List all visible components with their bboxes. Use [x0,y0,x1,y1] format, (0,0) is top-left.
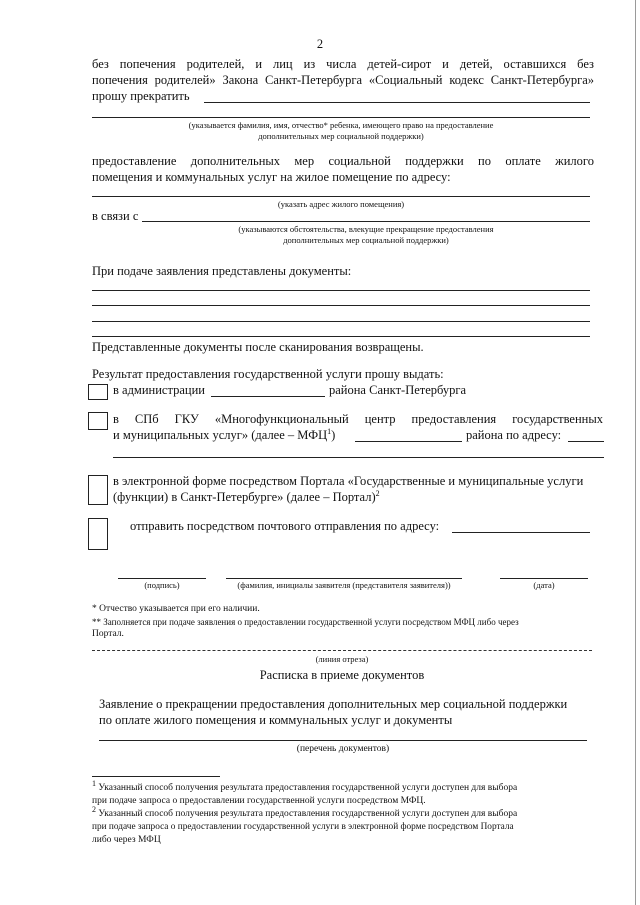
footnote-ref-2: 2 [375,488,380,498]
note-mfc-line-1: ** Заполняется при подаче заявления о предоставлении государственной услуги посредством МФЦ либо через [92,617,519,627]
documents-label: При подаче заявления представлены документы: [92,264,352,278]
option-portal-line-1: в электронной форме посредством Портала «Государственные и муниципальные услуги [113,474,584,488]
footnote-separator [92,776,220,777]
applicant-name-field-line[interactable] [226,578,462,579]
hint-signature: (подпись) [144,580,180,590]
footnote-2-line-1: $^2$ Указанный способ получения результата предоставления государственной услуги доступен для выбора [92,804,518,819]
footnote-ref-1: 1 [327,426,332,436]
footnote-1-line-2: при подаче запроса о предоставлении государственной услуги посредством МФЦ. [92,796,426,806]
reason-label: в связи с [92,209,139,223]
signature-field-line[interactable] [118,578,206,579]
option-administration-a: в администрации [113,383,205,397]
page-number: 2 [316,37,324,51]
district-field-line[interactable] [211,396,325,397]
child-name-field-line-2[interactable] [92,117,590,118]
hint-reason-1: (указываются обстоятельства, влекущие прекращение предоставления [238,224,494,234]
footnote-2-line-2: при подаче запроса о предоставлении государственной услуги в электронной форме посредством Портала [92,822,514,832]
option-mail: отправить посредством почтового отправления по адресу: [130,519,440,533]
documents-line-3[interactable] [92,321,590,322]
option-administration-b: района Санкт-Петербурга [329,383,467,397]
mfc-address-field-line-2[interactable] [113,457,604,458]
option-portal-line-2: (функции) в Санкт-Петербурге» (далее – Портал)$^2$ [113,488,380,504]
result-title: Результат предоставления государственной услуги прошу выдать: [92,367,444,381]
hint-child-1: (указывается фамилия, имя, отчество* ребенка, имеющего право на предоставление [188,120,494,130]
option-mfc-line-2-tail: района по адресу: [466,428,562,442]
checkbox-mail[interactable] [88,518,108,550]
footnote-1-line-1: $^1$ Указанный способ получения результата предоставления государственной услуги доступен для выбора [92,778,518,793]
documents-line-1[interactable] [92,290,590,291]
documents-list-field-line[interactable] [99,740,587,741]
service-line-1: предоставление дополнительных мер социальной поддержки по оплате жилого [92,154,594,168]
mfc-address-field-line[interactable] [568,441,604,442]
intro-line-2: попечения родителей» Закона Санкт-Петербурга «Социальный кодекс Санкт-Петербурга» [92,73,594,87]
child-name-field-line[interactable] [204,102,590,103]
checkbox-administration[interactable] [88,384,108,400]
hint-date: (дата) [533,580,555,590]
checkbox-portal[interactable] [88,475,108,505]
receipt-title: Расписка в приеме документов [259,668,425,682]
hint-child-2: дополнительных мер социальной поддержки) [258,131,424,141]
cut-line [92,650,592,651]
option-mfc-line-1: в СПб ГКУ «Многофункциональный центр предоставления государственных [113,412,603,426]
checkbox-mfc[interactable] [88,412,108,430]
option-mfc-line-2: и муниципальных услуг» (далее – МФЦ$^1$) [113,426,336,442]
date-field-line[interactable] [500,578,588,579]
receipt-line-2: по оплате жилого помещения и коммунальных услуг и документы [99,713,453,727]
intro-line-3: прошу прекратить [92,89,190,103]
hint-reason-2: дополнительных мер социальной поддержки) [283,235,449,245]
cut-line-label: (линия отреза) [315,654,369,664]
note-patronymic: * Отчество указывается при его наличии. [92,604,260,614]
page-edge [635,0,636,905]
address-field-line[interactable] [92,196,590,197]
reason-field-line[interactable] [142,221,590,222]
receipt-line-1: Заявление о прекращении предоставления дополнительных мер социальной поддержки [99,697,568,711]
hint-applicant-name: (фамилия, инициалы заявителя (представителя заявителя)) [237,580,451,590]
hint-documents-list: (перечень документов) [296,744,390,754]
mfc-district-field-line[interactable] [355,441,462,442]
documents-returned: Представленные документы после сканирования возвращены. [92,340,424,354]
mail-address-field-line[interactable] [452,532,590,533]
documents-line-2[interactable] [92,305,590,306]
hint-address: (указать адрес жилого помещения) [277,199,405,209]
footnote-2-line-3: либо через МФЦ [92,835,161,845]
documents-line-4[interactable] [92,336,590,337]
intro-line-1: без попечения родителей, и лиц из числа детей-сирот и детей, оставшихся без [92,57,594,71]
service-line-2: помещения и коммунальных услуг на жилое помещение по адресу: [92,170,451,184]
note-mfc-line-2: Портал. [92,629,124,639]
